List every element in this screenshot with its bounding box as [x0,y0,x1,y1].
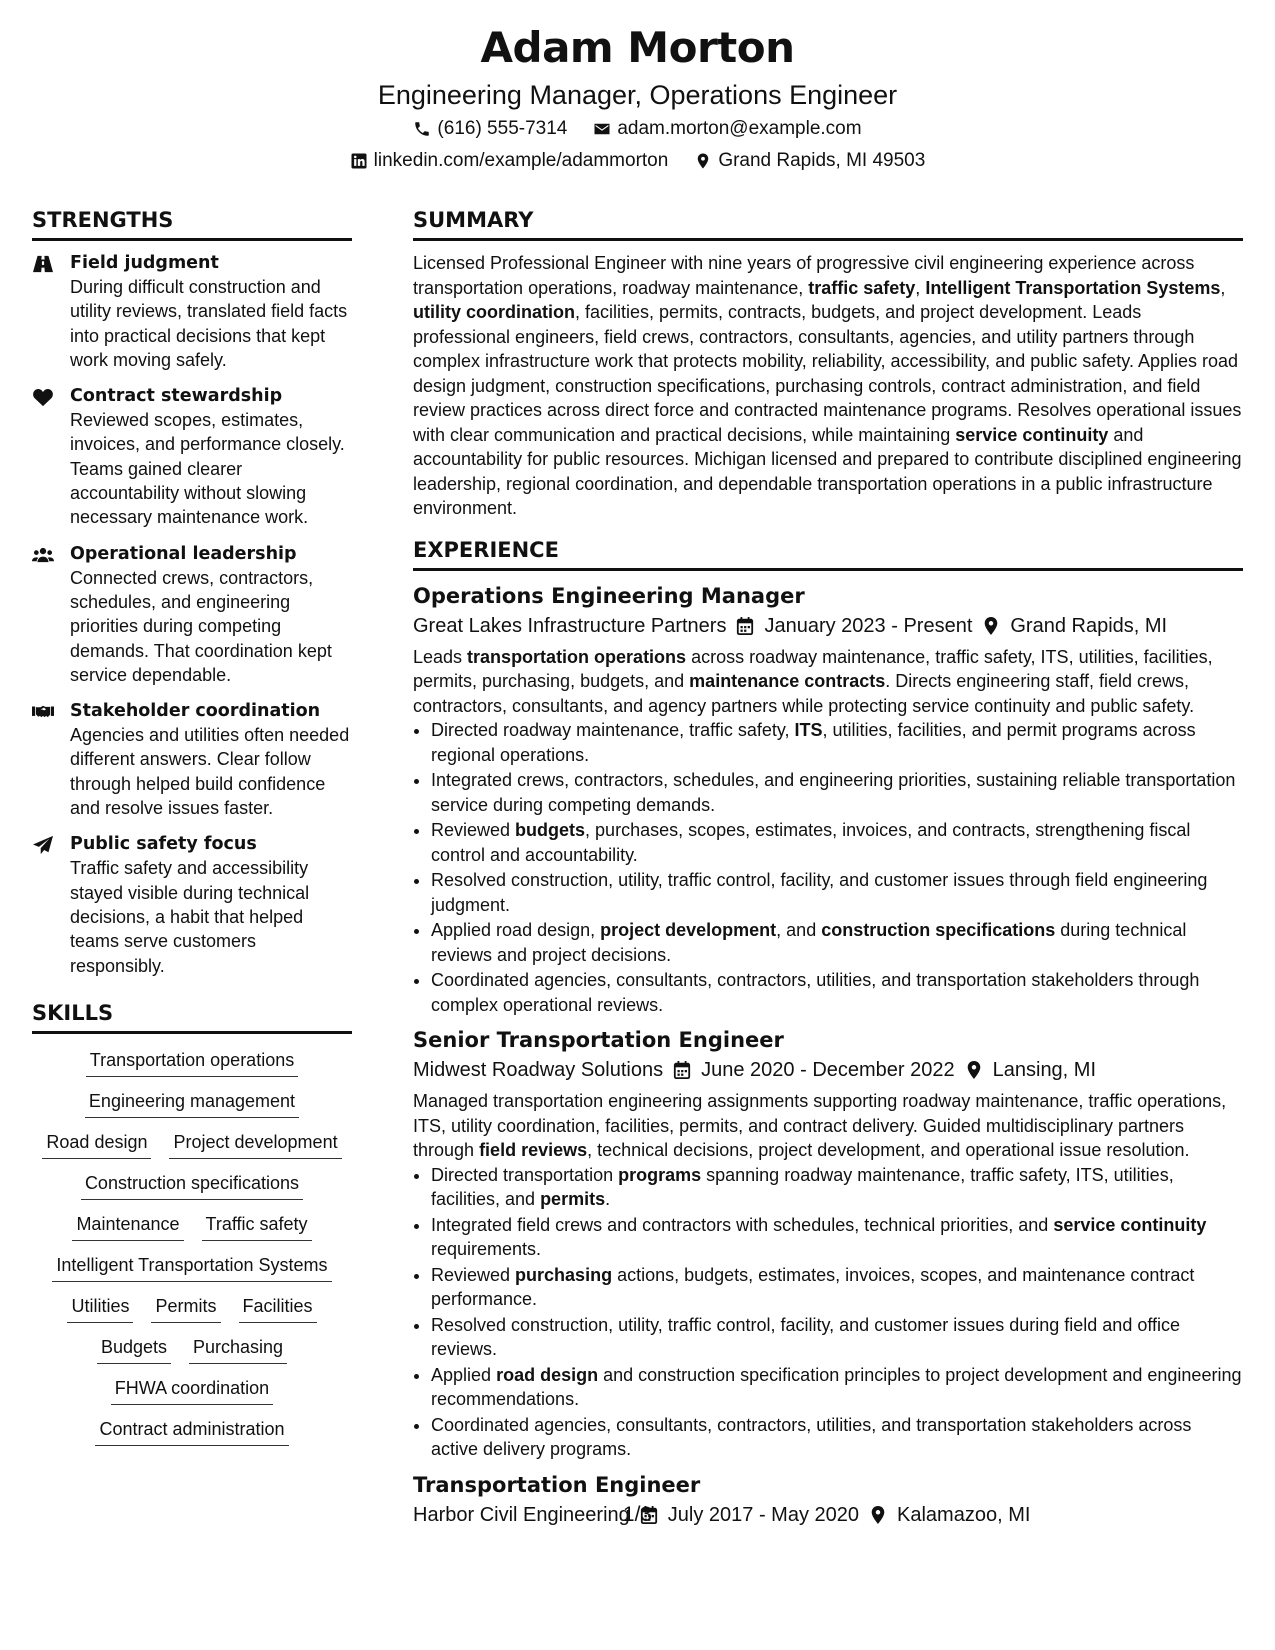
skill-tag: Utilities [67,1294,133,1323]
skill-row [32,1417,352,1446]
skill-tag: Maintenance [72,1212,183,1241]
bullet-item [431,718,1243,767]
text-segment: , facilities, permits, contracts, budgets, and project development. Leads professional engineers, field crews, contractors, consultants, agencies, and utility partners through complex infrastructure work that protects mobility, reliability, accessibility, and public safety. Applies road design judgment, construction specifications, purchasing controls, contract administration, and field review practices across direct force and contracted maintenance programs. Resolves operational issues with clear communication and practical decisions, while maintaining [413,302,1242,445]
text-segment: and construction specification principles to project development and engineering recommendations. [431,1364,1242,1409]
job-location: Kalamazoo, MI [897,1503,1031,1526]
skill-tag: Budgets [97,1335,171,1364]
bold-text: purchasing [515,1264,613,1285]
skill-tag: Project development [169,1130,341,1159]
skill-row [32,1294,352,1323]
contact-row-1 [0,114,1275,144]
text-segment: , [915,277,926,298]
text-segment: Reviewed [431,820,516,840]
summary-heading: SUMMARY [413,205,1243,241]
skill-tag: Road design [42,1130,151,1159]
job-description [413,1089,1243,1163]
text-segment: , utilities, facilities, and permit programs across regional operations. [431,720,1196,765]
text-segment: Integrated crews, contractors, schedules, and engineering priorities, sustaining reliable transportation service during competing demands. [431,770,1236,815]
strength-description: Connected crews, contractors, schedules, and engineering priorities during competing demands. That coordination kept service dependable. [70,567,332,685]
job-meta [413,611,1243,641]
job-entry [413,1025,1243,1462]
job-dates: January 2023 - Present [764,614,973,637]
bold-text: service continuity [1053,1214,1207,1235]
job-bullets [413,718,1243,1017]
job-entry [413,581,1243,1018]
strength-description: Agencies and utilities often needed different answers. Clear follow through helped build confidence and resolve issues faster. [70,725,350,819]
calendar-icon [673,1060,691,1080]
text-segment: , [1220,277,1226,298]
skill-row [32,1253,352,1282]
skills-list [32,1048,352,1446]
strength-title: Operational leadership [70,543,297,564]
skill-tag: Construction specifications [81,1171,303,1200]
skill-tag: Traffic safety [202,1212,312,1241]
email-text: adam.morton@example.com [617,118,862,139]
strength-description: Traffic safety and accessibility stayed visible during technical decisions, a habit that helped teams serve customers responsibly. [70,858,310,976]
job-title: Transportation Engineer [413,1472,701,1497]
skill-tag: Permits [151,1294,220,1323]
map-pin-icon [694,152,712,170]
strengths-heading: STRENGTHS [32,205,352,241]
resume-body [32,205,1243,1538]
text-segment: Resolved construction, utility, traffic control, facility, and customer issues through field engineering judgment. [431,870,1208,915]
job-title: Senior Transportation Engineer [413,1028,784,1052]
page-number: 1/3 [622,1503,653,1526]
text-segment: Applied [431,1364,497,1385]
skill-row [32,1130,352,1159]
text-segment: and accountability for public resources. Michigan licensed and prepared to contribute disciplined engineering leadership, regional coordination, and dependable transportation operations in a public infrastructure environment. [413,424,1242,518]
strength-item [32,832,352,977]
bold-text: construction specifications [821,920,1056,940]
job-description [413,645,1243,719]
text-segment: Resolved construction, utility, traffic control, facility, and customer issues during field and office reviews. [431,1314,1181,1359]
text-segment: , and [776,920,822,940]
experience-list [413,581,1243,1530]
paper-plane-icon [32,832,70,977]
strength-body [70,832,352,977]
strength-title: Field judgment [70,253,219,273]
strength-title: Contract stewardship [70,386,283,407]
company-name: Great Lakes Infrastructure Partners [413,614,727,637]
bold-text: budgets [515,820,586,840]
text-segment: , purchases, scopes, estimates, invoices, and contracts, strengthening fiscal control and accountability. [431,820,1191,865]
map-pin-icon [965,1060,983,1080]
job-title: Operations Engineering Manager [413,583,805,608]
job-bullets [413,1163,1243,1462]
skill-row [32,1048,352,1077]
text-segment: , technical decisions, project development, and operational issue resolution. [587,1140,1190,1160]
bullet-item [431,1363,1243,1412]
bullet-item [431,1213,1243,1262]
skill-tag: Contract administration [95,1417,288,1446]
text-segment: Directed roadway maintenance, traffic safety, [431,720,795,740]
candidate-name: Adam Morton [480,23,795,72]
text-segment: Reviewed [431,1264,516,1285]
skill-tag: Intelligent Transportation Systems [52,1253,331,1282]
company-name: Midwest Roadway Solutions [413,1059,664,1081]
bullet-item [431,968,1243,1017]
company-name: Harbor Civil Engineering [413,1503,630,1526]
email-contact[interactable] [593,114,861,144]
left-column [32,205,352,1538]
bold-text: Intelligent Transportation Systems [925,277,1221,298]
text-segment: during technical reviews and project decisions. [431,920,1187,965]
candidate-title: Engineering Manager, Operations Engineer [377,80,898,110]
linkedin-text: linkedin.com/example/adammorton [373,150,669,171]
text-segment: Coordinated agencies, consultants, contractors, utilities, and transportation stakeholders through complex operational reviews. [431,970,1200,1015]
envelope-icon [593,120,611,138]
strength-body [70,384,352,529]
bullet-item [431,1263,1243,1312]
strength-item [32,699,352,820]
bold-text: ITS [794,720,823,740]
skill-tag: Transportation operations [86,1048,298,1077]
skill-row [32,1376,352,1405]
phone-text: (616) 555-7314 [437,118,568,139]
job-location: Grand Rapids, MI [1010,614,1168,637]
job-location: Lansing, MI [992,1059,1097,1081]
experience-heading: EXPERIENCE [413,535,1243,571]
phone-contact[interactable] [413,114,567,144]
users-icon [32,542,70,687]
location-text: Grand Rapids, MI 49503 [718,150,926,171]
strength-description: During difficult construction and utility reviews, translated field facts into practical decisions that kept work moving safely. [70,277,348,370]
strength-item [32,542,352,687]
bold-text: road design [496,1364,599,1385]
strength-title: Public safety focus [70,834,257,855]
strength-body [70,251,352,372]
bold-text: permits [540,1189,606,1209]
strength-body [70,542,352,687]
text-segment: actions, budgets, estimates, invoices, scopes, and maintenance contract performance. [431,1264,1195,1309]
skill-tag: FHWA coordination [111,1376,273,1405]
text-segment: spanning roadway maintenance, traffic safety, ITS, utilities, facilities, and [431,1164,1174,1209]
bullet-item [431,818,1243,867]
text-segment: Leads [413,646,468,667]
bold-text: maintenance contracts [689,671,886,691]
bold-text: programs [618,1164,702,1185]
phone-icon [413,120,431,138]
bullet-item [431,768,1243,817]
text-segment: Integrated field crews and contractors with schedules, technical priorities, and [431,1214,1054,1235]
text-segment: . Directs engineering staff, field crews, contractors, consultants, and agency partners while protecting service continuity and public safety. [413,671,1195,716]
job-meta [413,1055,1243,1085]
text-segment: Licensed Professional Engineer with nine years of progressive civil engineering experience across transportation operations, roadway maintenance, [413,253,1195,298]
handshake-icon [32,699,70,820]
location-contact [694,146,925,176]
skill-tag: Facilities [239,1294,317,1323]
text-segment: across roadway maintenance, traffic safety, ITS, utilities, facilities, permits, purchasing, budgets, and [413,646,1213,691]
skill-row [32,1089,352,1118]
bullet-item [431,1313,1243,1362]
bold-text: transportation operations [467,646,687,667]
strength-item [32,384,352,529]
skill-tag: Engineering management [85,1089,299,1118]
bold-text: traffic safety [808,277,916,298]
skill-tag: Purchasing [189,1335,287,1364]
bold-text: project development [600,920,777,940]
job-dates: July 2017 - May 2020 [667,1503,860,1526]
summary-text [413,251,1243,521]
skill-row [32,1171,352,1200]
strengths-list [32,251,352,978]
bullet-item [431,868,1243,917]
skill-row [32,1212,352,1241]
text-segment: . [605,1189,611,1209]
heart-icon [32,384,70,529]
contact-row-2 [0,146,1275,176]
road-icon [32,251,70,372]
resume-header [0,0,1275,176]
skill-row [32,1335,352,1364]
linkedin-icon [350,152,368,170]
strength-title: Stakeholder coordination [70,701,321,722]
linkedin-contact[interactable] [350,146,669,176]
strength-item [32,251,352,372]
bullet-item [431,1413,1243,1462]
text-segment: Managed transportation engineering assignments supporting roadway maintenance, traffic operations, ITS, utility coordination, facilities, permits, and contract delivery. Guided multidisciplinary partners through [413,1091,1227,1160]
calendar-icon [736,616,754,636]
text-segment: Coordinated agencies, consultants, contractors, utilities, and transportation stakeholders across active delivery programs. [431,1414,1192,1459]
strength-description: Reviewed scopes, estimates, invoices, and performance closely. Teams gained clearer accountability without slowing necessary maintenance work. [70,410,345,528]
right-column [413,205,1243,1538]
strength-body [70,699,352,820]
bullet-item [431,1163,1243,1212]
bold-text: field reviews [479,1140,588,1160]
map-pin-icon [982,616,1000,636]
skills-heading: SKILLS [32,998,352,1034]
text-segment: requirements. [431,1239,542,1259]
bullet-item [431,918,1243,967]
job-dates: June 2020 - December 2022 [701,1059,955,1081]
text-segment: Directed transportation [431,1164,619,1185]
bold-text: service continuity [955,424,1109,445]
text-segment: Applied road design, [431,920,601,940]
bold-text: utility coordination [413,302,575,322]
